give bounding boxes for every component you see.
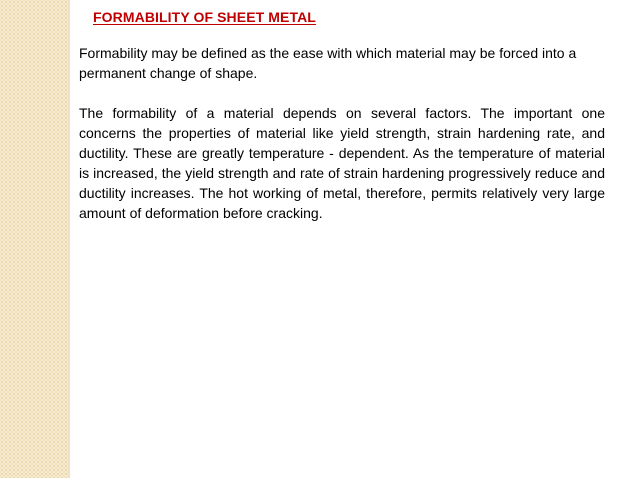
factors-paragraph: The formability of a material depends on several factors. The important one concerns the properties of material like yield strength, strain hardening rate, and ductility. These are greatly temperature - dependent. As the temperature of material is increased, the yield strength and rate of strain hardening progressively reduce and ductility increases. The hot working of metal, therefore, permits relatively very large amount of deformation before cracking. bbox=[79, 105, 605, 221]
slide-title: FORMABILITY OF SHEET METAL bbox=[93, 9, 316, 25]
definition-paragraph: Formability may be defined as the ease with which material may be forced into a permanent change of shape. bbox=[79, 45, 577, 81]
slide-content bbox=[79, 0, 605, 478]
decorative-sidebar bbox=[0, 0, 70, 478]
